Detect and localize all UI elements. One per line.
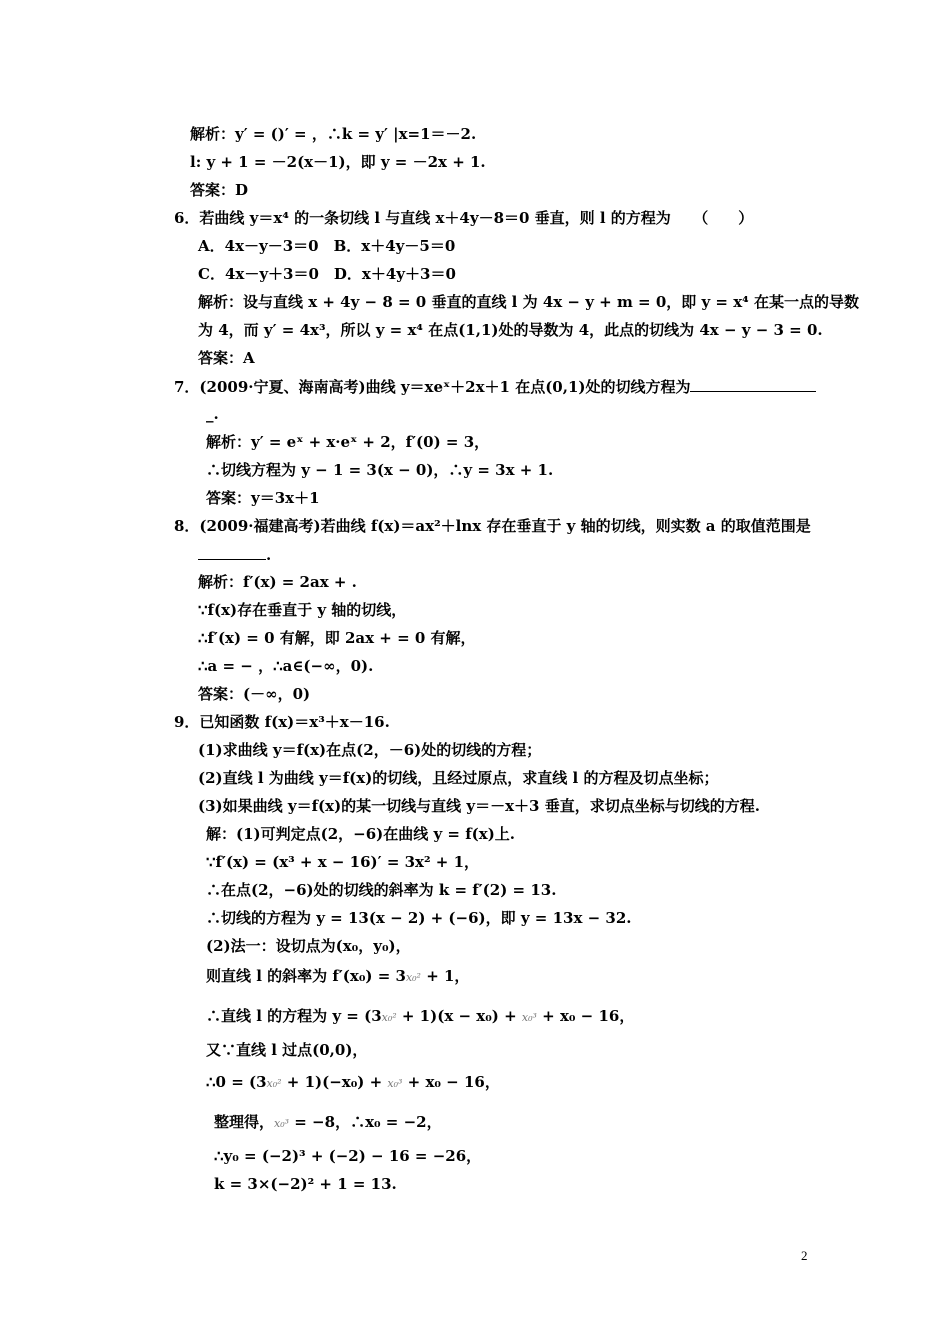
text-line xyxy=(198,544,271,565)
text-line: (2)直线 l 为曲线 y＝f(x)的切线，且经过原点，求直线 l 的方程及切点坐标； xyxy=(198,769,719,787)
formula-term: x₀² xyxy=(381,1011,397,1024)
text-line: ∴a = − ，∴a∈(−∞，0). xyxy=(198,657,374,675)
text-part: = −8，∴x₀ = −2， xyxy=(289,1113,442,1131)
text-line: 答案：A xyxy=(198,349,255,367)
formula-term: x₀³ xyxy=(274,1117,290,1130)
formula-term: x₀³ xyxy=(387,1077,403,1090)
option-line: C．4x－y＋3＝0 D．x＋4y＋3＝0 xyxy=(198,265,456,283)
text-line: (2)法一：设切点为(x₀，y₀)， xyxy=(206,937,411,955)
text-line: (3)如果曲线 y＝f(x)的某一切线与直线 y＝－x＋3 垂直，求切点坐标与切线的方程. xyxy=(198,797,760,815)
text-part: 整理得， xyxy=(214,1113,275,1131)
text-line: 解析：y′ = ()′ = ，∴k = y′ |x=1＝－2. xyxy=(190,125,477,143)
blank-line xyxy=(198,544,266,560)
text-line: 解析：f′(x) = 2ax + . xyxy=(198,573,357,591)
text-line: (1)求曲线 y＝f(x)在点(2，－6)处的切线的方程； xyxy=(198,741,542,759)
text-line: ∴y₀ = (−2)³ + (−2) − 16 = −26， xyxy=(214,1147,482,1165)
blank-line xyxy=(690,376,816,392)
text-part: 则直线 l 的斜率为 f′(x₀) = 3 xyxy=(206,967,406,985)
text-line: k = 3×(−2)² + 1 = 13. xyxy=(214,1175,397,1193)
formula-term: x₀² xyxy=(266,1077,282,1090)
text-line xyxy=(214,1112,442,1134)
text-part: + x₀ − 16， xyxy=(402,1073,500,1091)
text-line: 又∵直线 l 过点(0,0)， xyxy=(206,1041,368,1059)
text-line: l: y + 1 = －2(x－1)，即 y = －2x + 1. xyxy=(190,153,486,171)
text-line: _. xyxy=(206,405,219,423)
question-9: 9．已知函数 f(x)＝x³＋x－16. xyxy=(174,713,390,731)
text-line: 解析：y′ = eˣ + x·eˣ + 2，f′(0) = 3， xyxy=(206,433,490,451)
text-line: 解：(1)可判定点(2，−6)在曲线 y = f(x)上. xyxy=(206,825,516,843)
text-line: ∵f(x)存在垂直于 y 轴的切线， xyxy=(198,601,407,619)
text-part: + 1， xyxy=(420,967,470,985)
text-line: ∴切线的方程为 y = 13(x − 2) + (−6)，即 y = 13x − 32. xyxy=(206,909,632,927)
text-line: ∵f′(x) = (x³ + x − 16)′ = 3x² + 1， xyxy=(206,853,480,871)
text-line: ∴切线方程为 y − 1 = 3(x − 0)，∴y = 3x + 1. xyxy=(206,461,554,479)
text-part: + 1)(x − x₀) + xyxy=(396,1007,522,1025)
page-number: 2 xyxy=(801,1248,808,1263)
text-line: 答案：D xyxy=(190,181,249,199)
question-7-text: 7．(2009·宁夏、海南高考)曲线 y＝xeˣ＋2x＋1 在点(0,1)处的切线方程为 xyxy=(174,378,691,396)
blank-end: . xyxy=(266,546,272,564)
text-line: ∴f′(x) = 0 有解，即 2ax + = 0 有解， xyxy=(198,629,476,647)
option-line: A．4x－y－3＝0 B．x＋4y－5＝0 xyxy=(198,237,456,255)
text-part: ∴0 = (3 xyxy=(206,1073,267,1091)
text-line xyxy=(206,1006,634,1028)
text-line xyxy=(206,1072,500,1094)
text-part: + x₀ − 16， xyxy=(536,1007,635,1025)
question-7 xyxy=(174,376,816,397)
text-part: + 1)(−x₀) + xyxy=(281,1073,388,1091)
text-line xyxy=(206,966,469,988)
formula-term: x₀² xyxy=(405,971,421,984)
text-line: 为 4，而 y′ = 4x³，所以 y = x⁴ 在点(1,1)处的导数为 4，此点的切线为 4x − y − 3 = 0. xyxy=(198,321,823,339)
text-part: ∴直线 l 的方程为 y = (3 xyxy=(206,1007,382,1025)
question-8: 8．(2009·福建高考)若曲线 f(x)＝ax²＋lnx 存在垂直于 y 轴的切线，则实数 a 的取值范围是 xyxy=(174,517,811,535)
text-line: 答案：(－∞，0) xyxy=(198,685,311,703)
question-6: 6．若曲线 y＝x⁴ 的一条切线 l 与直线 x＋4y－8＝0 垂直，则 l 的方程为 （ ） xyxy=(174,209,754,227)
text-line: 答案：y＝3x＋1 xyxy=(206,489,320,507)
text-line: ∴在点(2，−6)处的切线的斜率为 k = f′(2) = 13. xyxy=(206,881,557,899)
text-line: 解析：设与直线 x + 4y − 8 = 0 垂直的直线 l 为 4x − y + m = 0，即 y = x⁴ 在某一点的导数 xyxy=(198,293,859,311)
formula-term: x₀³ xyxy=(521,1011,537,1024)
